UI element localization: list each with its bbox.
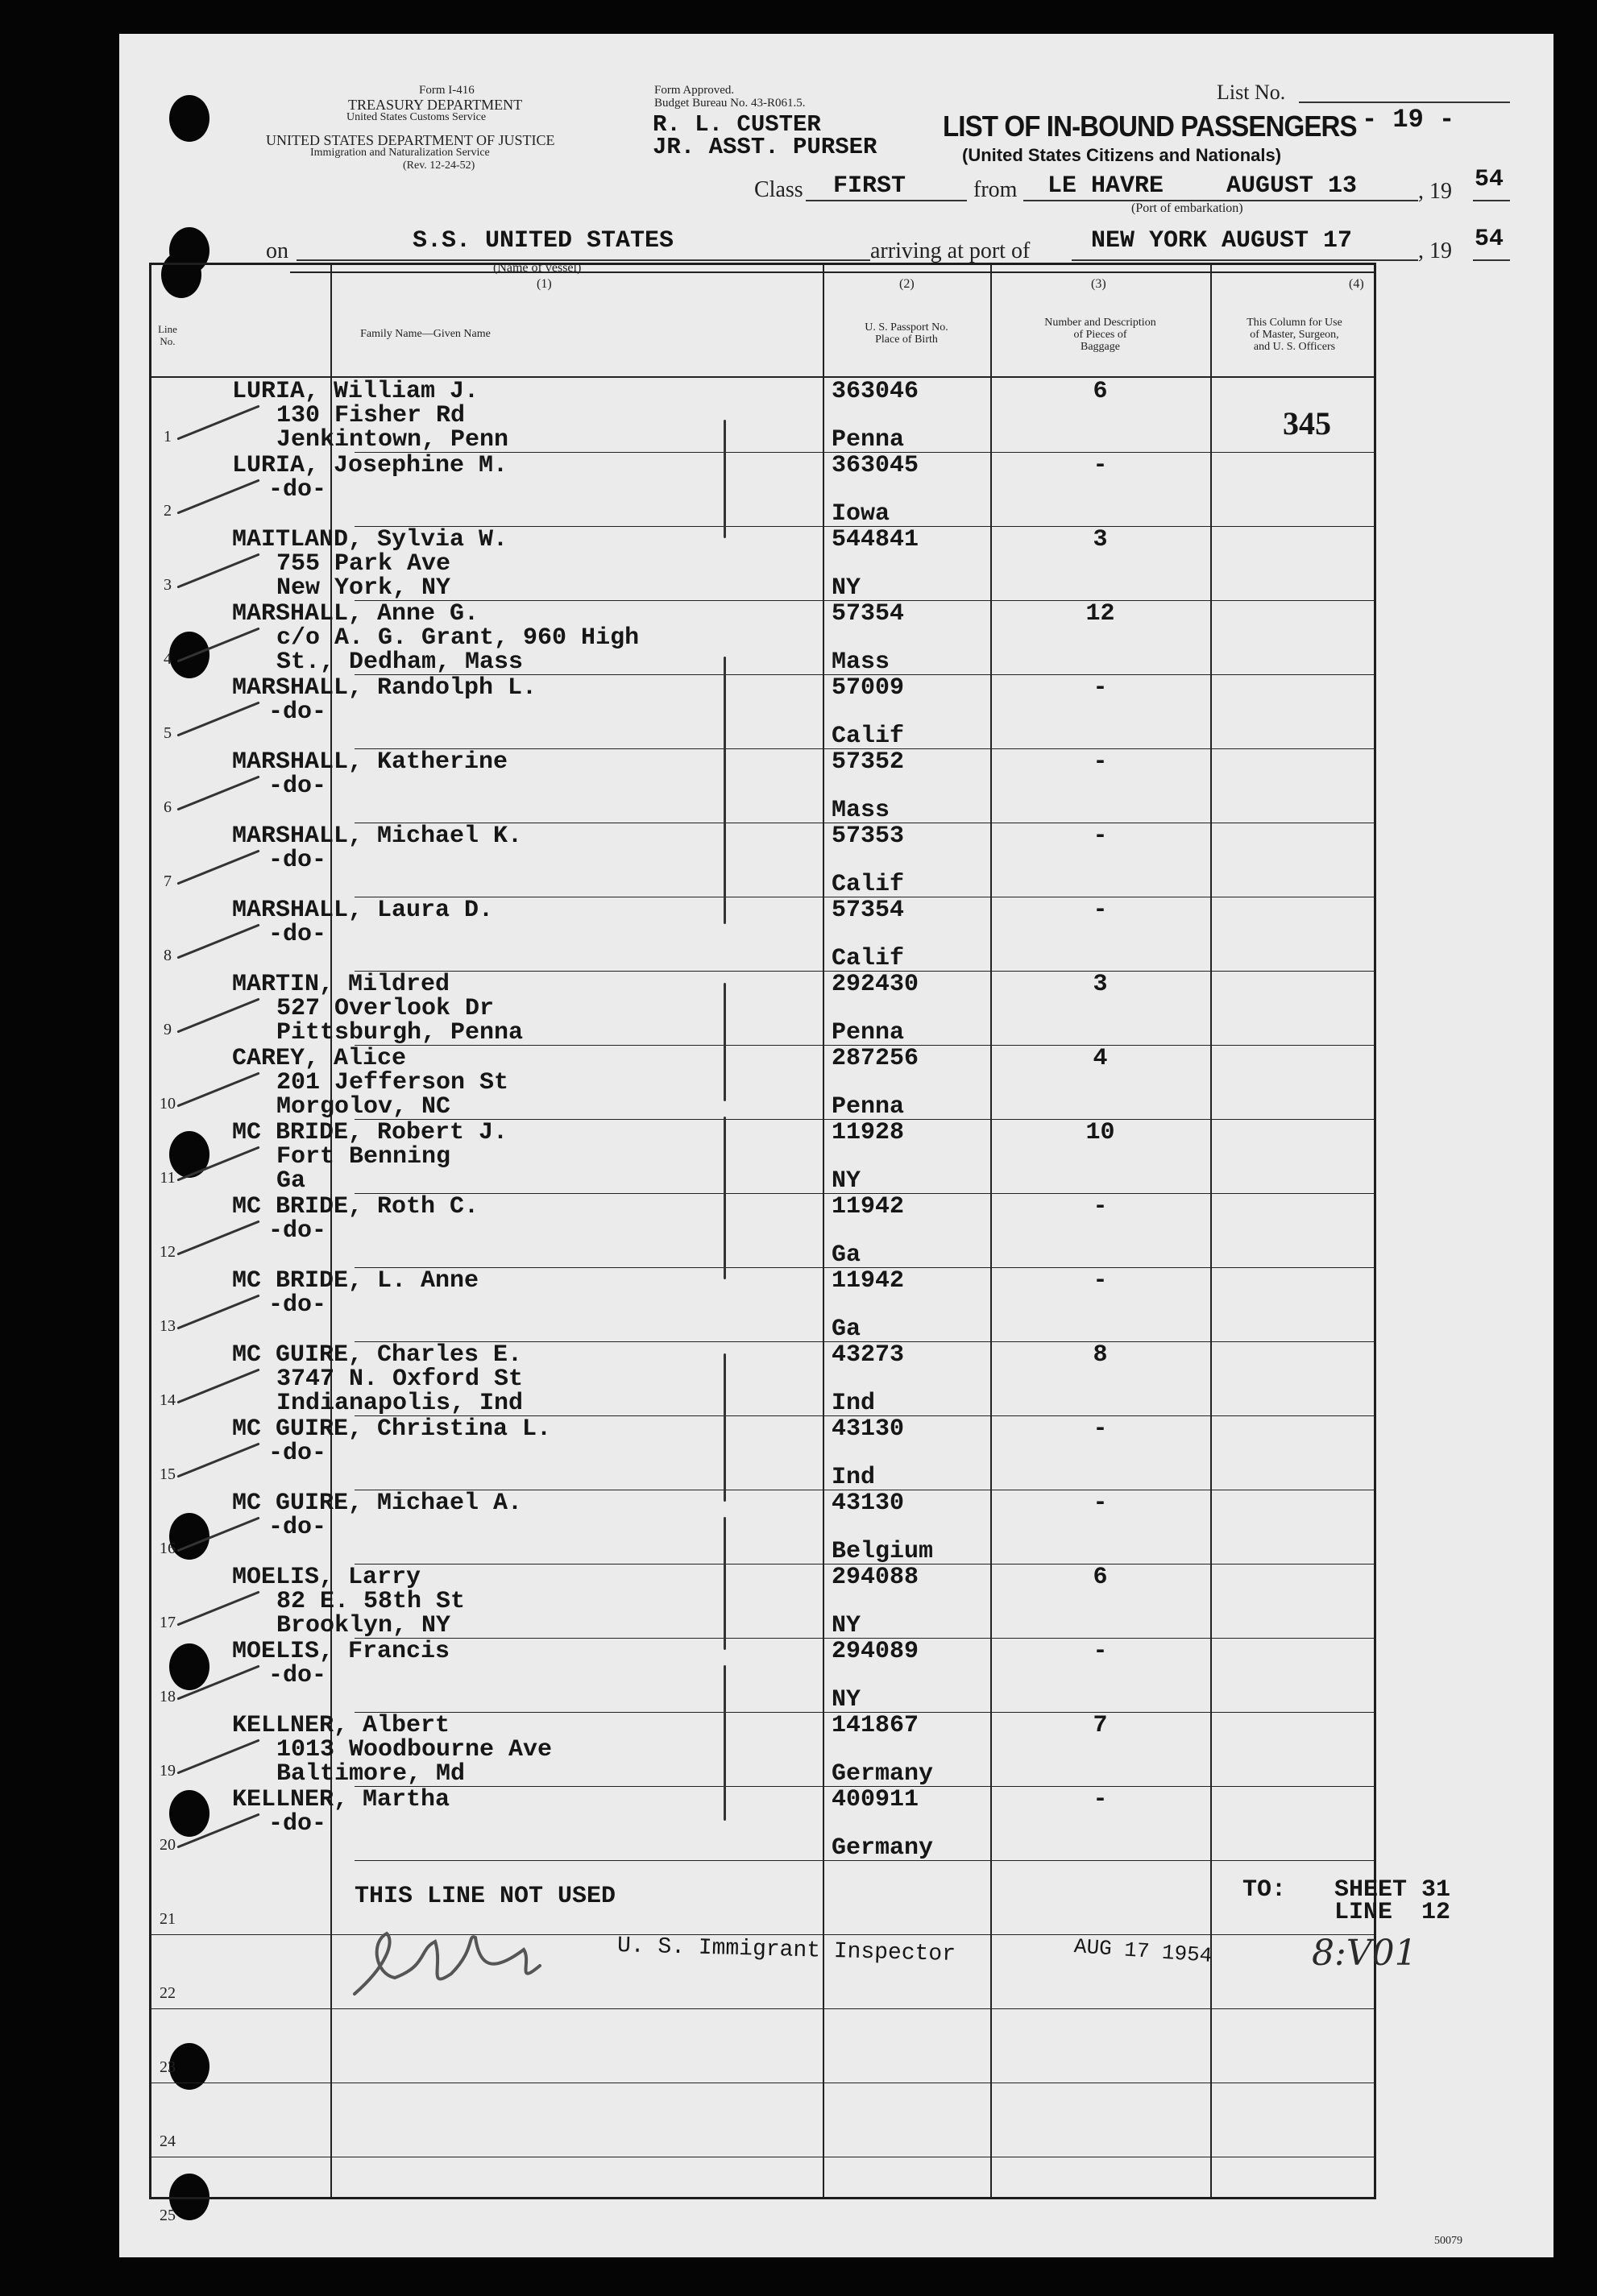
arrival-year-prefix: , 19	[1418, 238, 1452, 263]
place-of-birth: Penna	[832, 1093, 905, 1121]
header-divider	[151, 376, 1374, 378]
passport-number: 141867	[832, 1712, 919, 1739]
baggage-count: -	[1093, 674, 1108, 702]
inspector-caption: U. S. Immigrant Inspector	[616, 1933, 956, 1967]
header-line-no	[151, 323, 184, 347]
passenger-name: MC GUIRE, Charles E.	[232, 1341, 523, 1369]
passenger-address-1: -do-	[268, 773, 327, 800]
passenger-address-1: -do-	[268, 1810, 327, 1838]
arrival-port-date: NEW YORK AUGUST 17	[1091, 227, 1353, 255]
line-number: 8	[164, 947, 172, 964]
line-number: 20	[160, 1836, 176, 1854]
line-number: 6	[164, 798, 172, 816]
col-num-2: (2)	[899, 277, 915, 291]
table-row	[151, 600, 1374, 674]
table-row	[151, 1267, 1374, 1341]
line-number: 19	[160, 1762, 176, 1780]
form-revision: (Rev. 12-24-52)	[403, 160, 475, 172]
line-number: 4	[164, 650, 172, 668]
table-row	[151, 1860, 1374, 1934]
passenger-name: MARSHALL, Laura D.	[232, 897, 494, 924]
baggage-count: 8	[1093, 1341, 1108, 1369]
pencil-check-mark	[176, 1591, 259, 1627]
date-stamp: AUG 17 1954	[1072, 1934, 1213, 1968]
pencil-check-mark	[176, 405, 259, 441]
pencil-check-mark	[176, 1665, 259, 1701]
place-of-birth: Germany	[832, 1760, 934, 1788]
line-number: 21	[160, 1910, 176, 1928]
vessel-name: S.S. UNITED STATES	[413, 227, 674, 255]
pencil-bracket-mark	[724, 1517, 726, 1651]
header-officers-l1: This Column for Use	[1246, 317, 1342, 329]
pencil-bracket-mark	[724, 420, 726, 538]
line-not-used: THIS LINE NOT USED	[355, 1883, 616, 1910]
line-number: 18	[160, 1688, 176, 1705]
pencil-check-mark	[176, 1369, 259, 1404]
place-of-birth: Ga	[832, 1316, 861, 1343]
header-baggage	[990, 317, 1210, 353]
line-number: 16	[160, 1540, 176, 1557]
passenger-name: MARTIN, Mildred	[232, 971, 450, 998]
place-of-birth: Calif	[832, 945, 905, 972]
table-row	[151, 2008, 1374, 2083]
passenger-address-1: 527 Overlook Dr	[276, 995, 495, 1022]
passport-number: 57353	[832, 823, 905, 850]
header-passport	[823, 321, 990, 346]
passenger-address-2: Pittsburgh, Penna	[276, 1019, 524, 1046]
arrival-year: 54	[1475, 226, 1504, 253]
baggage-count: -	[1093, 452, 1108, 479]
place-of-birth: NY	[832, 574, 861, 602]
passenger-address-1: 3747 N. Oxford St	[276, 1366, 524, 1393]
place-of-birth: NY	[832, 1167, 861, 1195]
passport-number: 57354	[832, 897, 905, 924]
baggage-count: 10	[1085, 1119, 1115, 1146]
passport-number: 11942	[832, 1193, 905, 1221]
to-label: TO:	[1242, 1876, 1287, 1904]
pencil-check-mark	[176, 924, 259, 959]
depart-date: AUGUST 13	[1226, 172, 1358, 200]
passenger-address-1: -do-	[268, 1662, 327, 1689]
from-value: LE HAVRE	[1047, 172, 1164, 200]
table-row	[151, 378, 1374, 452]
place-of-birth: Belgium	[832, 1538, 934, 1565]
pencil-bracket-mark	[724, 1353, 726, 1502]
passenger-address-2: Morgolov, NC	[276, 1093, 451, 1121]
place-of-birth: NY	[832, 1686, 861, 1714]
form-number: Form I-416	[419, 84, 475, 97]
header-name	[184, 328, 667, 340]
pencil-check-mark	[176, 776, 259, 811]
list-no: - 19 -	[1362, 105, 1455, 135]
pencil-check-mark	[176, 1221, 259, 1256]
place-of-birth: Calif	[832, 723, 905, 750]
passenger-address-1: 1013 Woodbourne Ave	[276, 1736, 553, 1763]
passenger-name: LURIA, Josephine M.	[232, 452, 508, 479]
pencil-check-mark	[176, 553, 259, 589]
passenger-address-1: -do-	[268, 1514, 327, 1541]
passenger-address-1: 130 Fisher Rd	[276, 402, 466, 429]
pencil-check-mark	[176, 1146, 259, 1182]
arrival-year-underline	[1473, 259, 1510, 261]
class-value: FIRST	[833, 172, 906, 200]
table-row	[151, 526, 1374, 600]
header-baggage-l3: Baggage	[1081, 341, 1120, 353]
passenger-address-1: -do-	[268, 1217, 327, 1245]
pencil-bracket-mark	[724, 1665, 726, 1821]
table-row	[151, 1193, 1374, 1267]
passenger-address-1: -do-	[268, 847, 327, 874]
place-of-birth: NY	[832, 1612, 861, 1639]
passenger-address-1: -do-	[268, 698, 327, 726]
pencil-check-mark	[176, 850, 259, 885]
passenger-name: MARSHALL, Randolph L.	[232, 674, 537, 702]
passenger-name: MC BRIDE, L. Anne	[232, 1267, 479, 1295]
justice-dept: UNITED STATES DEPARTMENT OF JUSTICE	[266, 132, 555, 148]
passport-number: 544841	[832, 526, 919, 553]
vessel-underline	[297, 259, 870, 261]
header-line-no-text: Line No.	[158, 323, 177, 347]
depart-year: 54	[1475, 166, 1504, 193]
baggage-count: -	[1093, 1490, 1108, 1517]
passenger-address-1: -do-	[268, 921, 327, 948]
passenger-name: CAREY, Alice	[232, 1045, 407, 1072]
table-row	[151, 1045, 1374, 1119]
pencil-check-mark	[176, 1072, 259, 1108]
header-baggage-l2: of Pieces of	[1073, 329, 1127, 341]
passenger-address-2: St., Dedham, Mass	[276, 649, 524, 676]
place-of-birth: Penna	[832, 1019, 905, 1046]
pencil-bracket-mark	[724, 983, 726, 1101]
customs-service: United States Customs Service	[346, 111, 487, 123]
baggage-count: 7	[1093, 1712, 1108, 1739]
passenger-address-1: 201 Jefferson St	[276, 1069, 509, 1096]
table-row	[151, 1490, 1374, 1564]
baggage-count: -	[1093, 897, 1108, 924]
class-label: Class	[754, 177, 803, 202]
passenger-name: MC BRIDE, Roth C.	[232, 1193, 479, 1221]
table-row	[151, 1341, 1374, 1415]
passenger-address-2: Indianapolis, Ind	[276, 1390, 524, 1417]
place-of-birth: Penna	[832, 426, 905, 454]
table-row	[151, 1119, 1374, 1193]
table-row	[151, 748, 1374, 823]
passport-number: 294088	[832, 1564, 919, 1591]
place-of-birth: Calif	[832, 871, 905, 898]
table-row	[151, 1564, 1374, 1638]
line-number: 11	[160, 1169, 176, 1187]
passport-number: 57009	[832, 674, 905, 702]
header-baggage-l1: Number and Description	[1044, 317, 1156, 329]
baggage-count: -	[1093, 1638, 1108, 1665]
passport-number: 400911	[832, 1786, 919, 1813]
header-name-text: Family Name—Given Name	[360, 328, 491, 340]
budget-bureau: Budget Bureau No. 43-R061.5.	[654, 97, 806, 110]
table-row	[151, 897, 1374, 971]
passenger-address-1: c/o A. G. Grant, 960 High	[276, 624, 640, 652]
table-row	[151, 971, 1374, 1045]
form-code: 50079	[1434, 2235, 1462, 2247]
passenger-address-1: -do-	[268, 1440, 327, 1467]
pencil-check-mark	[176, 702, 259, 737]
arriving-label: arriving at port of	[870, 238, 1031, 263]
line-number: 14	[160, 1391, 176, 1409]
line-number: 25	[160, 2207, 176, 2224]
place-of-birth: Ind	[832, 1464, 876, 1491]
baggage-count: -	[1093, 748, 1108, 776]
line-number: 2	[164, 502, 172, 520]
baggage-count: 6	[1093, 378, 1108, 405]
passenger-name: KELLNER, Albert	[232, 1712, 450, 1739]
line-number: 5	[164, 724, 172, 742]
table-row	[151, 1415, 1374, 1490]
sheet-ref: SHEET 31	[1334, 1876, 1451, 1904]
inspector-signature	[338, 1917, 580, 2006]
header-officers	[1210, 317, 1379, 353]
passport-number: 11942	[832, 1267, 905, 1295]
table-row	[151, 674, 1374, 748]
line-number: 15	[160, 1465, 176, 1483]
form-approved: Form Approved.	[654, 84, 735, 97]
passport-number: 43273	[832, 1341, 905, 1369]
table-row	[151, 2083, 1374, 2157]
passport-number: 287256	[832, 1045, 919, 1072]
depart-year-prefix: , 19	[1418, 179, 1452, 204]
col-num-3: (3)	[1091, 277, 1106, 291]
passenger-address-2: Brooklyn, NY	[276, 1612, 451, 1639]
table-row	[151, 2157, 1374, 2231]
passenger-address-2: New York, NY	[276, 574, 451, 602]
passenger-name: LURIA, William J.	[232, 378, 479, 405]
line-number: 3	[164, 576, 172, 594]
baggage-count: -	[1093, 1267, 1108, 1295]
class-underline	[806, 200, 967, 201]
from-label: from	[973, 177, 1018, 202]
pencil-check-mark	[176, 1295, 259, 1330]
table-row	[151, 452, 1374, 526]
line-number: 1	[164, 428, 172, 446]
line-number: 9	[164, 1021, 172, 1038]
passenger-name: MC GUIRE, Michael A.	[232, 1490, 523, 1517]
passport-number: 294089	[832, 1638, 919, 1665]
year-underline	[1473, 200, 1510, 201]
arrival-underline	[1072, 259, 1418, 261]
table-row	[151, 1638, 1374, 1712]
passport-number: 43130	[832, 1415, 905, 1443]
passport-number: 11928	[832, 1119, 905, 1146]
pencil-check-mark	[176, 998, 259, 1034]
baggage-count: -	[1093, 1415, 1108, 1443]
passenger-name: MAITLAND, Sylvia W.	[232, 526, 508, 553]
passport-number: 57352	[832, 748, 905, 776]
col-num-1: (1)	[537, 277, 552, 291]
passport-number: 363046	[832, 378, 919, 405]
table-row	[151, 1786, 1374, 1860]
passport-number: 43130	[832, 1490, 905, 1517]
passport-number: 363045	[832, 452, 919, 479]
treasury-dept: TREASURY DEPARTMENT	[348, 97, 523, 113]
place-of-birth: Mass	[832, 649, 890, 676]
col-num-4: (4)	[1349, 277, 1364, 291]
passenger-name: MARSHALL, Katherine	[232, 748, 508, 776]
ins-service: Immigration and Naturalization Service	[310, 147, 490, 159]
punch-hole	[169, 95, 209, 142]
form-title: LIST OF IN-BOUND PASSENGERS	[943, 110, 1357, 143]
passenger-address-2: Jenkintown, Penn	[276, 426, 509, 454]
passport-number: 57354	[832, 600, 905, 628]
baggage-count: 12	[1085, 600, 1115, 628]
header-officers-l3: and U. S. Officers	[1253, 341, 1336, 353]
passenger-address-2: Ga	[276, 1167, 306, 1195]
header-passport-l2: Place of Birth	[875, 334, 938, 346]
baggage-count: -	[1093, 823, 1108, 850]
line-number: 7	[164, 872, 172, 890]
purser-name: R. L. CUSTER	[653, 111, 821, 138]
passenger-address-1: 755 Park Ave	[276, 550, 451, 578]
pencil-check-mark	[176, 479, 259, 515]
baggage-count: -	[1093, 1193, 1108, 1221]
passenger-address-1: -do-	[268, 476, 327, 504]
on-label: on	[266, 238, 288, 263]
port-embark-caption: (Port of embarkation)	[1131, 201, 1243, 215]
passenger-address-1: -do-	[268, 1291, 327, 1319]
table-row	[151, 1712, 1374, 1786]
line-number: 17	[160, 1614, 176, 1631]
passenger-name: MOELIS, Francis	[232, 1638, 450, 1665]
baggage-count: -	[1093, 1786, 1108, 1813]
pencil-check-mark	[176, 1813, 259, 1849]
line-number: 23	[160, 2058, 176, 2076]
line-number: 24	[160, 2132, 176, 2150]
baggage-count: 6	[1093, 1564, 1108, 1591]
pencil-check-mark	[176, 1739, 259, 1775]
baggage-count: 3	[1093, 526, 1108, 553]
passenger-name: MC BRIDE, Robert J.	[232, 1119, 508, 1146]
passenger-name: MOELIS, Larry	[232, 1564, 421, 1591]
place-of-birth: Mass	[832, 797, 890, 824]
list-no-label: List No.	[1217, 81, 1286, 104]
place-of-birth: Iowa	[832, 500, 890, 528]
passenger-name: MC GUIRE, Christina L.	[232, 1415, 552, 1443]
vessel-caption: (Name of vessel)	[493, 261, 582, 275]
line-number: 13	[160, 1317, 176, 1335]
table-row	[151, 823, 1374, 897]
place-of-birth: Germany	[832, 1834, 934, 1862]
line-ref: LINE 12	[1334, 1899, 1451, 1926]
header-officers-l2: of Master, Surgeon,	[1250, 329, 1339, 341]
pencil-bracket-mark	[724, 1117, 726, 1279]
passenger-address-2: Baltimore, Md	[276, 1760, 466, 1788]
pencil-check-mark	[176, 628, 259, 663]
line-number: 12	[160, 1243, 176, 1261]
passport-number: 292430	[832, 971, 919, 998]
passenger-address-1: Fort Benning	[276, 1143, 451, 1171]
pencil-check-mark	[176, 1443, 259, 1478]
row-divider	[290, 271, 1374, 273]
place-of-birth: Ga	[832, 1241, 861, 1269]
passenger-address-1: 82 E. 58th St	[276, 1588, 466, 1615]
passenger-name: MARSHALL, Michael K.	[232, 823, 523, 850]
passenger-name: KELLNER, Martha	[232, 1786, 450, 1813]
pencil-bracket-mark	[724, 657, 726, 923]
baggage-count: 3	[1093, 971, 1108, 998]
form-subtitle: (United States Citizens and Nationals)	[962, 145, 1282, 165]
baggage-count: 4	[1093, 1045, 1108, 1072]
place-of-birth: Ind	[832, 1390, 876, 1417]
header-passport-l1: U. S. Passport No.	[865, 321, 948, 334]
list-no-underline	[1299, 102, 1510, 103]
officer-note: 345	[1283, 405, 1331, 441]
line-number: 10	[160, 1095, 176, 1113]
pencil-check-mark	[176, 1517, 259, 1552]
line-number: 22	[160, 1984, 176, 2002]
passenger-table	[149, 263, 1451, 2224]
purser-title: JR. ASST. PURSER	[653, 134, 877, 160]
handwritten-code: 8:V01	[1312, 1933, 1417, 1974]
passenger-name: MARSHALL, Anne G.	[232, 600, 479, 628]
